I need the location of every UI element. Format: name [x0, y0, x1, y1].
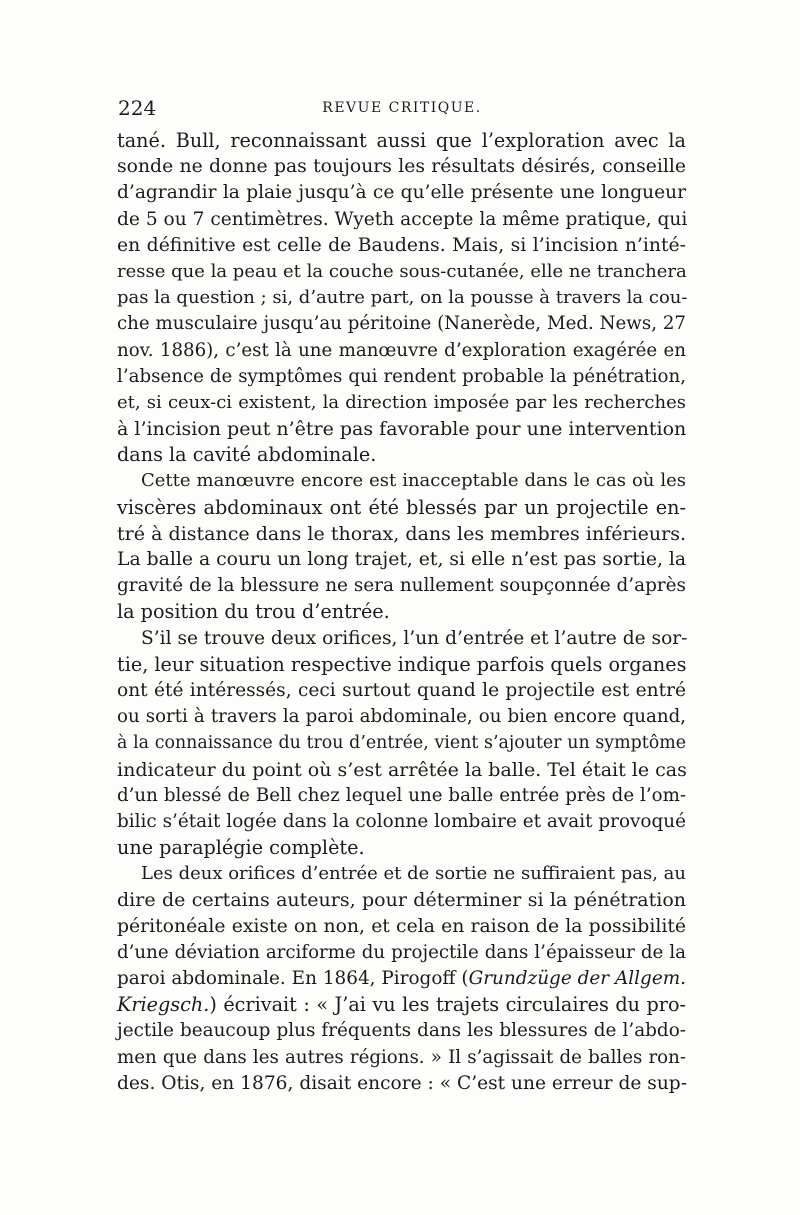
text-line: d’un blessé de Bell chez lequel une balle entrée près de l’om- [117, 784, 686, 806]
text-line: nov. 1886), c’est là une manœuvre d’exploration exagérée en [117, 339, 686, 361]
text-line: de 5 ou 7 centimètres. Wyeth accepte la même pratique, qui [117, 208, 688, 230]
text-line: sonde ne donne pas toujours les résultats désirés, conseille [117, 156, 686, 178]
text-line: S’il se trouve deux orifices, l’un d’entrée et l’autre de sor- [141, 627, 688, 649]
text-line: dire de certains auteurs, pour déterminer si la pénétration [117, 889, 686, 912]
text-line: à l’incision peut n’être pas favorable pour une intervention [117, 418, 687, 441]
text-line: che musculaire jusqu’au péritoine (Nanerède, Med. News, 27 [117, 313, 686, 335]
page-header [118, 96, 686, 126]
text-line: tré à distance dans le thorax, dans les membres inférieurs. [117, 522, 686, 545]
text-line: viscères abdominaux ont été blessés par un projectile en- [117, 495, 686, 519]
body-text [117, 128, 686, 1097]
text-line: ou sorti à travers la paroi abdominale, ou bien encore quand, [117, 706, 686, 728]
text-line: d’agrandir la plaie jusqu’à ce qu’elle présente une longueur [117, 182, 686, 204]
text-line: Cette manœuvre encore est inacceptable dans le cas où les [141, 470, 686, 492]
text-line: bilic s’était logée dans la colonne lombaire et avait provoqué [117, 810, 686, 832]
page-number: 224 [118, 96, 157, 120]
text-line: La balle a couru un long trajet, et, si elle n’est pas sortie, la [117, 549, 687, 570]
text-segment: paroi abdominale. En 1864, Pirogoff ( [117, 968, 469, 989]
text-line-with-citation [117, 966, 686, 992]
text-line: péritonéale existe on non, et cela en raison de la possibilité [117, 915, 686, 937]
italic-citation: Kriegsch. [117, 993, 210, 1017]
text-line: en définitive est celle de Baudens. Mais, si l’incision n’inté- [117, 234, 686, 256]
text-line: et, si ceux-ci existent, la direction imposée par les recherches [117, 391, 686, 413]
text-line: la position du trou d’entrée. [117, 600, 390, 624]
text-line: dans la cavité abdominale. [117, 443, 377, 467]
running-head: REVUE CRITIQUE. [322, 100, 482, 116]
text-line: une paraplégie complète. [117, 836, 365, 860]
text-line: d’une déviation arciforme du projectile dans l’épaisseur de la [117, 941, 686, 963]
text-line: Les deux orifices d’entrée et de sortie ne suffiraient pas, au [141, 863, 686, 885]
text-line: à la connaissance du trou d’entrée, vient s’ajouter un symptôme [117, 733, 686, 754]
text-line: gravité de la blessure ne sera nullement soupçonnée d’après [117, 575, 686, 597]
text-line: des. Otis, en 1876, disait encore : « C’est une erreur de sup- [117, 1072, 687, 1094]
text-segment: ) écrivait : « J’ai vu les trajets circulaires du pro- [209, 993, 686, 1017]
text-line: jectile beaucoup plus fréquents dans les blessures de l’abdo- [117, 1020, 686, 1042]
text-line: tie, leur situation respective indique parfois quels organes [117, 652, 687, 676]
italic-citation: Grundzüge der Allgem. [468, 968, 687, 989]
text-line: indicateur du point où s’est arrêtée la balle. Tel était le cas [117, 758, 687, 781]
text-line: men que dans les autres régions. » Il s’agissait de balles ron- [117, 1046, 686, 1068]
text-line: resse que la peau et la couche sous-cutanée, elle ne tranchera [117, 260, 687, 282]
text-line: ont été intéressés, ceci surtout quand le projectile est entré [117, 679, 686, 701]
text-line: tané. Bull, reconnaissant aussi que l’exploration avec la [117, 129, 686, 152]
text-line: l’absence de symptômes qui rendent probable la pénétration, [117, 365, 686, 387]
text-line-with-citation [117, 992, 686, 1018]
text-line: pas la question ; si, d’autre part, on la pousse à travers la cou- [117, 287, 688, 309]
